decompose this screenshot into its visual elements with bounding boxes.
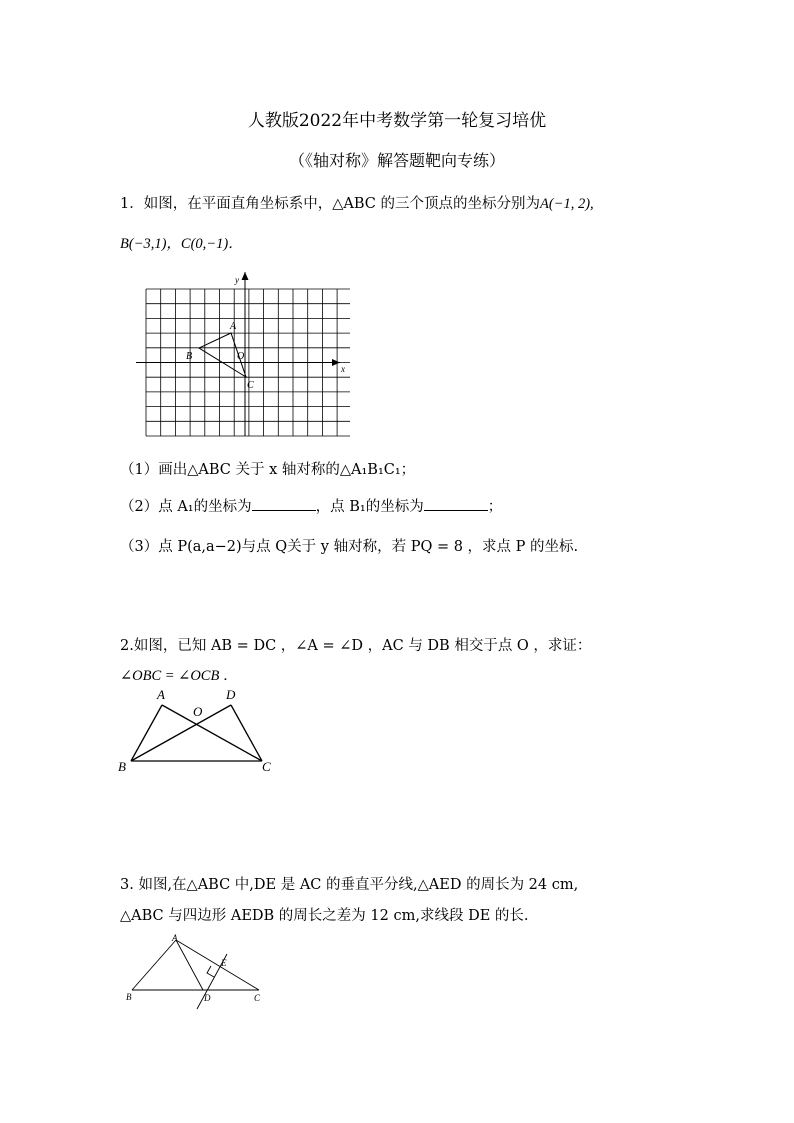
q3-statement-line2: △ABC 与四边形 AEDB 的周长之差为 12 cm,求线段 DE 的长.	[120, 908, 529, 924]
q3-label-e: E	[221, 958, 227, 968]
q2-statement-line1: 2.如图，已知 AB = DC ，∠A = ∠D ，AC 与 DB 相交于点 O ，求证：	[120, 638, 592, 654]
y-axis-label: y	[235, 275, 239, 285]
q3-label-b: B	[126, 992, 132, 1002]
q3-triangle-figure	[118, 930, 274, 1014]
q3-statement-line1: 3. 如图,在△ABC 中,DE 是 AC 的垂直平分线,△AED 的周长为 24 cm,	[120, 877, 579, 893]
q1-part3: （3）点 P(a,a−2)与点 Q关于 y 轴对称，若 PQ = 8 ，求点 P 的坐标.	[120, 539, 579, 555]
answer-blank-b1[interactable]	[424, 497, 488, 511]
x-axis-arrow-icon	[332, 359, 340, 366]
x-axis-label: x	[341, 364, 345, 374]
q1-part2-end: ；	[487, 499, 503, 515]
q1-label-b: B	[186, 351, 193, 362]
right-angle-mark	[207, 966, 214, 977]
q1-statement-text: 1．如图，在平面直角坐标系中，△ABC 的三个顶点的坐标分别为	[120, 196, 540, 212]
q2-label-o: O	[193, 704, 203, 719]
y-axis-arrow-icon	[242, 272, 249, 280]
q1-statement-line1	[120, 192, 594, 213]
segment-ad	[176, 940, 203, 990]
page-subtitle: （《轴对称》解答题靶向专练）	[288, 151, 505, 170]
q1-coordinate-grid-figure	[136, 268, 350, 443]
q3-label-a: A	[172, 933, 178, 943]
q3-label-c: C	[254, 993, 261, 1003]
q1-label-o: O	[237, 351, 245, 362]
q2-label-d: D	[226, 687, 236, 702]
page-title: 人教版2022年中考数学第一轮复习培优	[247, 111, 547, 131]
q1-part2-mid: ，点 B₁的坐标为	[315, 499, 424, 515]
q1-part2-text: （2）点 A₁的坐标为	[120, 499, 252, 515]
q2-label-b: B	[118, 759, 126, 774]
q3-label-d: D	[204, 993, 211, 1003]
q2-label-a: A	[157, 687, 165, 702]
segment-ab	[132, 940, 176, 990]
q1-statement-line2: B(−3,1)，C(0,−1)．	[120, 236, 243, 252]
q1-label-c: C	[247, 380, 254, 391]
q2-trapezoid-figure	[114, 683, 280, 775]
q1-part2	[120, 495, 502, 516]
segment-ac	[176, 940, 259, 990]
q1-label-a: A	[230, 321, 237, 332]
answer-blank-a1[interactable]	[252, 497, 316, 511]
q2-statement-line2: ∠OBC = ∠OCB ．	[120, 668, 238, 684]
q1-point-a-coord: A(−1, 2),	[539, 196, 594, 212]
q1-part1: （1）画出△ABC 关于 x 轴对称的△A₁B₁C₁；	[120, 462, 416, 478]
q2-label-c: C	[262, 759, 271, 774]
